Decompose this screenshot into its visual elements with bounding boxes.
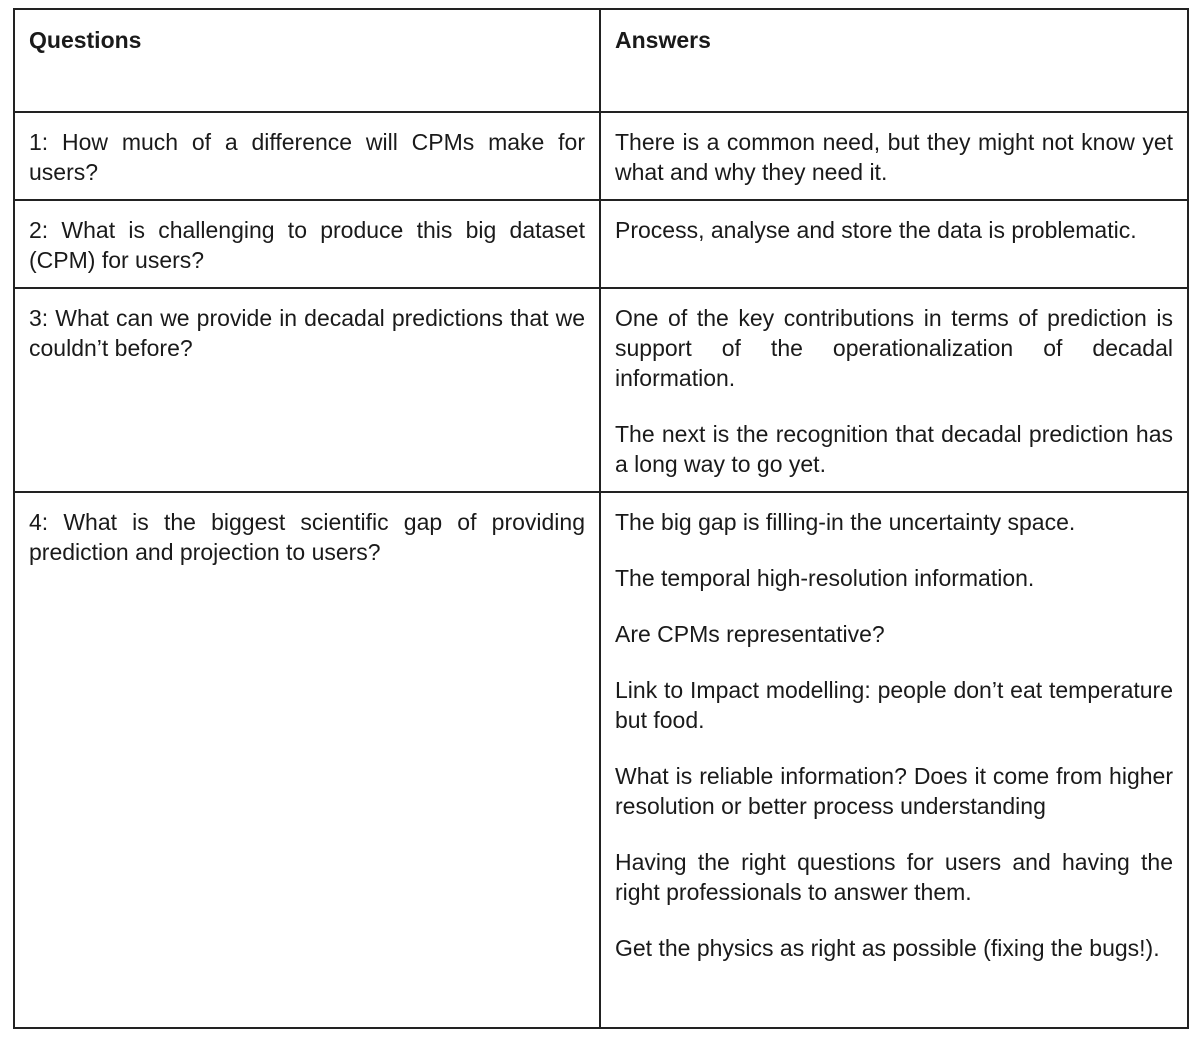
answer-cell [600,112,1188,200]
answer-text: The next is the recognition that decadal prediction has a long way to go yet. [615,421,1173,477]
qa-table [13,8,1189,1029]
answer-text: There is a common need, but they might not know yet what and why they need it. [615,129,1173,185]
answer-text: The temporal high-resolution information. [615,565,1035,591]
question-cell: 4: What is the biggest scientific gap of providing prediction and projection to users? [14,492,600,1028]
table-row [14,288,1188,492]
table-row [14,492,1188,1028]
header-answers: Answers [600,9,1188,112]
question-cell: 2: What is challenging to produce this big dataset (CPM) for users? [14,200,600,288]
question-cell: 3: What can we provide in decadal predictions that we couldn’t before? [14,288,600,492]
table-row [14,200,1188,288]
answer-text: Process, analyse and store the data is problematic. [615,217,1137,243]
header-questions: Questions [14,9,600,112]
answer-cell [600,288,1188,492]
answer-text: Having the right questions for users and having the right professionals to answer them. [615,849,1173,905]
answer-text: Get the physics as right as possible (fixing the bugs!). [615,935,1160,961]
table-header-row [14,9,1188,112]
answer-text: One of the key contributions in terms of prediction is support of the operationalization of decadal information. [615,305,1173,391]
answer-cell [600,492,1188,1028]
answer-cell [600,200,1188,288]
table-row [14,112,1188,200]
answer-text: Are CPMs representative? [615,621,885,647]
answer-text: The big gap is filling-in the uncertainty space. [615,509,1076,535]
answer-text: Link to Impact modelling: people don’t eat temperature but food. [615,677,1173,733]
answer-text: What is reliable information? Does it come from higher resolution or better process understanding [615,763,1173,819]
question-cell: 1: How much of a difference will CPMs make for users? [14,112,600,200]
